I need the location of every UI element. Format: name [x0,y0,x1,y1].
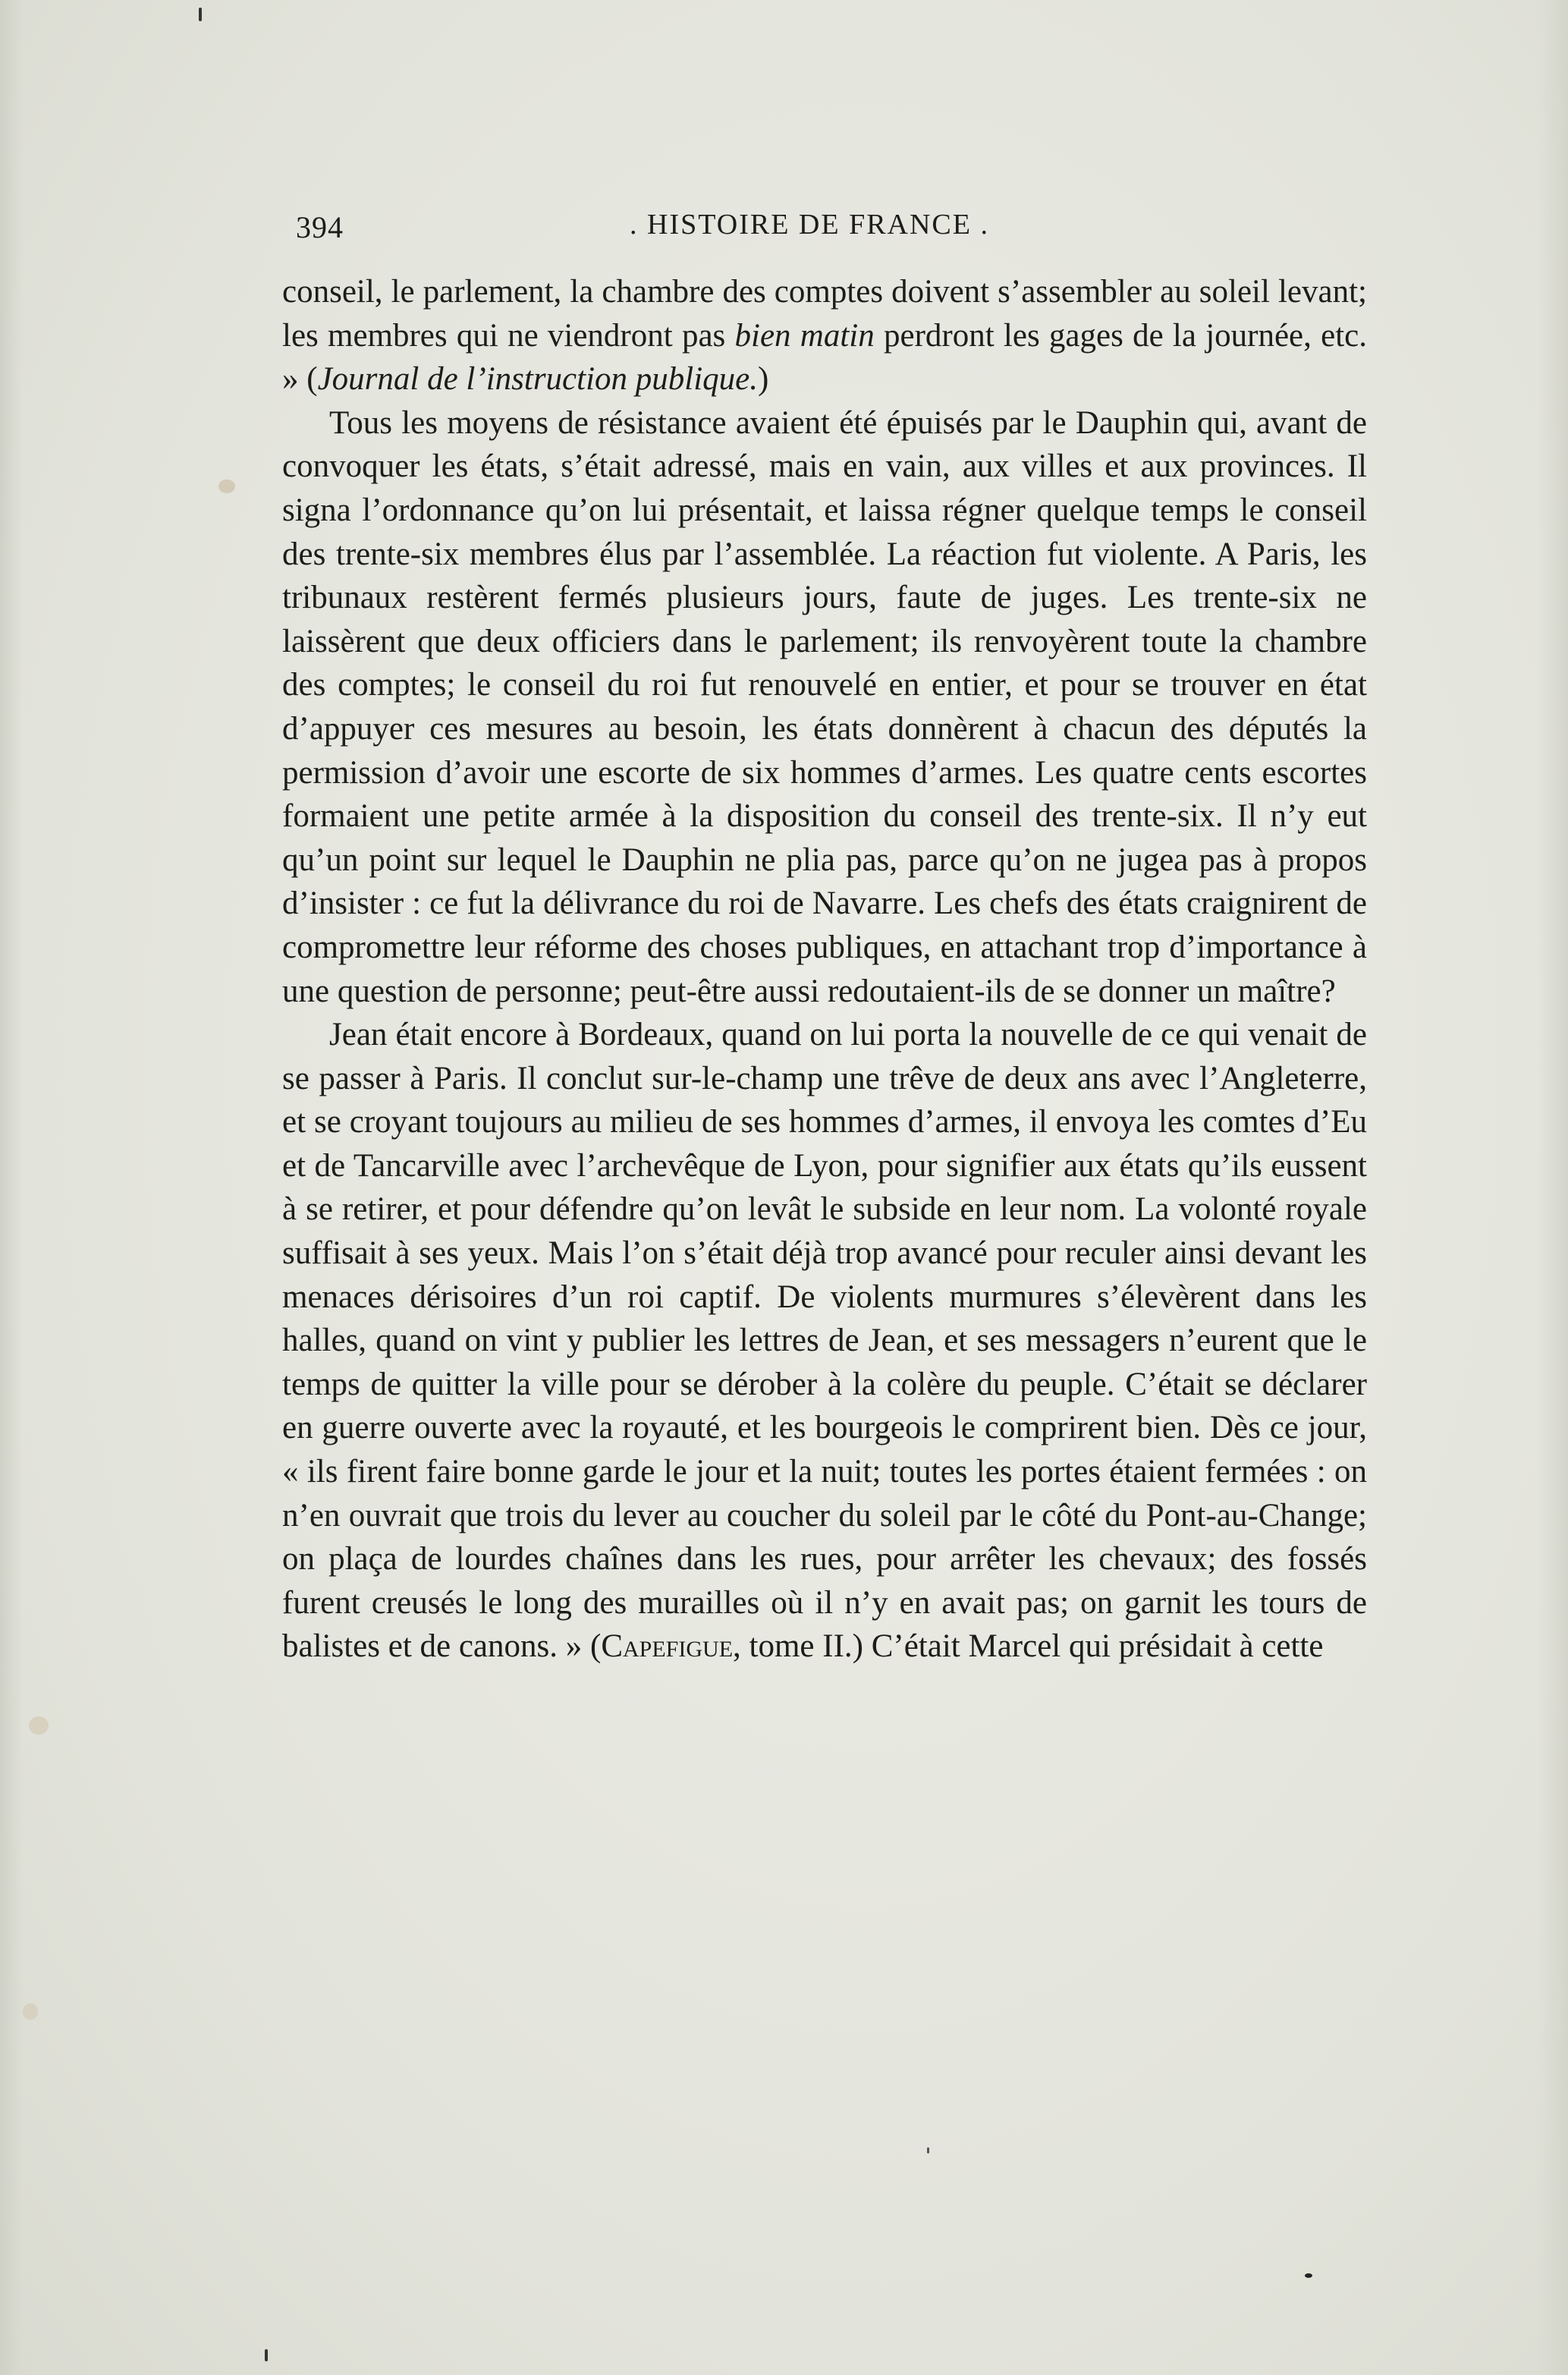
text-segment: Journal de l’instruction publique. [317,361,759,398]
page-shadow-right [1538,0,1568,2375]
running-title: . HISTOIRE DE FRANCE . [630,209,989,241]
ink-speck [1305,2273,1312,2278]
body-text [282,270,1367,1669]
paragraph [282,270,1367,401]
ink-speck [265,2349,268,2361]
paper-stain [29,1716,49,1735]
paragraph [282,401,1367,1013]
text-segment: Jean était encore à Bordeaux, quand on lui porta la nouvelle de ce qui venait de se passer à Paris. Il conclut sur-le-champ une trêve de deux ans avec l’Angleterre, et se croyant toujours au milieu de ses hommes d’armes, il envoya les comtes d’Eu et de Tancarville avec l’archevêque de Lyon, pour signifier aux états qu’ils eussent à se retirer, et pour défendre qu’on levât le subside en leur nom. La volonté royale suffisait à ses yeux. Mais l’on s’était déjà trop avancé pour reculer ainsi devant les menaces dérisoires d’un roi captif. De violents murmures s’élevèrent dans les halles, quand on vint y publier les lettres de Jean, et ses messagers n’eurent que le temps de quitter la ville pour se dérober à la colère du peuple. C’était se déclarer en guerre ouverte avec la royauté, et les bourgeois le comprirent bien. Dès ce jour, « ils firent faire bonne garde le jour et la nuit; toutes les portes étaient fermées : on n’en ouvrait que trois du lever au coucher du soleil par le côté du Pont-au-Change; on plaça de lourdes chaînes dans les rues, pour arrêter les chevaux; des fossés furent creusés le long des murailles où il n’y en avait pas; on garnit les tours de balistes et de canons. » ( [282,1017,1367,1665]
paper-stain [218,480,235,493]
ink-speck [199,8,202,21]
text-segment: , tome II.) C’était Marcel qui présidait à cette [733,1628,1324,1665]
text-segment: Tous les moyens de résistance avaient été épuisés par le Dauphin qui, avant de convoquer les états, s’était adressé, mais en vain, aux villes et aux provinces. Il signa l’ordonnance qu’on lui présentait, et laissa régner quelque temps le conseil des trente-six membres élus par l’assemblée. La réaction fut violente. A Paris, les tribunaux restèrent fermés plusieurs jours, faute de juges. Les trente-six ne laissèrent que deux officiers dans le parlement; ils renvoyèrent toute la chambre des comptes; le conseil du roi fut renouvelé en entier, et pour se trouver en état d’appuyer ces mesures au besoin, les états donnèrent à chacun des députés la permission d’avoir une escorte de six hommes d’armes. Les quatre cents escortes formaient une petite armée à la disposition du conseil des trente-six. Il n’y eut qu’un point sur lequel le Dauphin ne plia pas, parce qu’on ne jugea pas à propos d’insister : ce fut la délivrance du roi de Navarre. Les chefs des états craignirent de compromettre leur réforme des choses publiques, en attachant trop d’importance à une question de personne; peut-être aussi redoutaient-ils de se donner un maître? [282,404,1367,1009]
running-header [296,203,1373,249]
ink-speck [927,2147,929,2153]
text-segment: ) [758,361,769,398]
text-segment: perdront les gages de la journée, etc. » ( [282,317,1367,398]
text-segment: Capefigue [601,1628,734,1665]
text-segment: bien matin [734,317,875,354]
text-segment: conseil, le parlement, la chambre des comptes doivent s’assembler au soleil levant; les membres qui ne viendront pas [282,274,1367,354]
paragraph [282,1013,1367,1669]
page-number: 394 [296,210,344,244]
page-shadow-left [0,0,23,2375]
paper-stain [23,2003,38,2020]
